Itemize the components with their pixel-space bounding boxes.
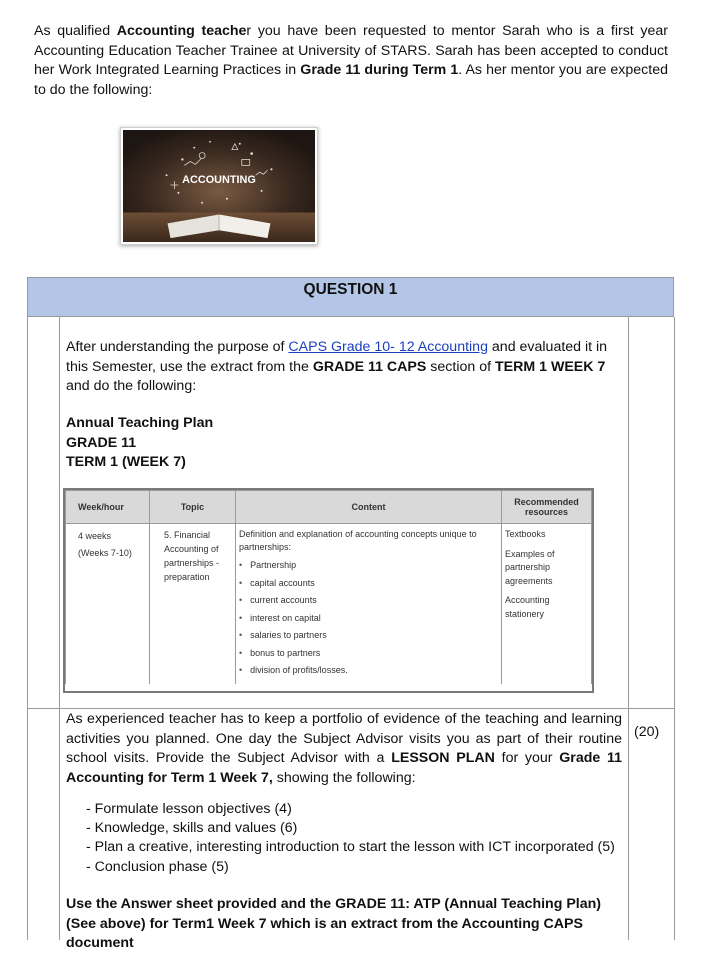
intro-bold-2: Grade 11 during Term 1 [300,62,459,78]
image-accounting-label: ACCOUNTING [182,174,256,187]
task-requirement: - Knowledge, skills and values (6) [86,820,298,837]
instruction-paragraph [66,338,622,397]
atp-content-item: • Partnership [239,557,498,575]
atp-content-item: • salaries to partners [239,627,498,645]
atp-content-item: • current accounts [239,592,498,610]
task-requirement: - Formulate lesson objectives (4) [86,801,292,817]
atp-content-item: • division of profits/losses. [239,662,498,680]
instruction-bold-1: GRADE 11 CAPS [312,358,427,375]
instruction-bold-2: TERM 1 WEEK 7 [494,358,606,375]
table-border-right [674,317,675,940]
atp-content-cell [236,524,502,684]
task-text-2: for your [494,750,560,766]
task-text-3: showing the following: [272,769,416,786]
marks-total: (20) [634,724,660,740]
atp-resource-item: Textbooks [505,529,546,539]
table-border-inner-right [628,317,629,940]
task-requirement: - Plan a creative, interesting introduction to start the lesson with ICT incorporated (5) [86,839,615,856]
question-header [27,277,674,317]
question-title: QUESTION 1 [303,281,398,298]
instruction-text-4: and do the following: [66,378,197,394]
atp-content-item: • bonus to partners [239,645,498,663]
atp-content-intro: Definition and explanation of accounting concepts unique to partnerships: [239,529,477,552]
intro-text-2: r you have been requested to mentor Sarah who is a first year Accounting Education Teacher Trainee at University of STARS. Sarah has been accepted to conduct her Work Integrated Learning Practices in [34,23,669,78]
task-bold-2: Grade 11 Accounting for Term 1 Week 7, [66,750,623,786]
intro-text-3: . As her mentor you are expected to do the following: [34,62,668,98]
intro-text-1: As qualified [34,23,117,39]
caps-link[interactable]: CAPS Grade 10- 12 Accounting [288,339,488,355]
plan-heading-line-2: GRADE 11 [66,434,137,451]
atp-resource-item: Examples of partnership agreements [505,548,555,586]
task-paragraph [66,710,622,788]
atp-content-item: • capital accounts [239,575,498,593]
annual-teaching-plan-heading [66,414,213,473]
instruction-text-3: section of [426,358,495,375]
plan-heading-line-1: Annual Teaching Plan [66,415,214,431]
atp-extract-table [63,488,594,693]
intro-paragraph [34,22,668,100]
table-row-divider [27,708,675,709]
atp-content-list [239,557,498,680]
atp-header-week: Week/hour [66,491,150,524]
atp-resources-cell [502,524,592,684]
intro-bold-1: Accounting teache [116,23,247,39]
task-requirement: - Conclusion phase (5) [86,858,229,875]
atp-content-item: • interest on capital [239,610,498,628]
atp-resource-item: Accounting stationery [505,595,550,619]
table-border-inner-left [59,317,60,940]
final-instruction: Use the Answer sheet provided and the GRADE 11: ATP (Annual Teaching Plan) (See above) for Term1 Week 7 which is an extract from the Accounting CAPS document [66,896,602,951]
atp-topic-text: 5. Financial Accounting of partnerships - preparation [164,530,220,582]
instruction-text-2: and evaluated it in this Semester, use the extract from the [66,339,608,375]
task-text-1: As experienced teacher has to keep a portfolio of evidence of the teaching and learning activities you planned. One day the Subject Advisor visits you as part of their routine school visits. Provide the Subject Advisor with a [66,711,622,766]
task-bold-1: LESSON PLAN [391,750,495,766]
task-requirements-list [86,800,615,877]
plan-heading-line-3: TERM 1 (WEEK 7) [66,454,186,470]
table-border-left [27,317,28,940]
accounting-book-image [120,127,318,245]
instruction-text-1: After understanding the purpose of [66,339,289,355]
atp-week-line-1: 4 weeks [78,531,112,541]
atp-topic-cell [150,524,236,684]
atp-week-cell [66,524,150,684]
atp-header-resources: Recommended resources [502,491,592,524]
atp-week-line-2: (Weeks 7-10) [78,548,132,558]
atp-header-content: Content [236,491,502,524]
atp-header-topic: Topic [150,491,236,524]
